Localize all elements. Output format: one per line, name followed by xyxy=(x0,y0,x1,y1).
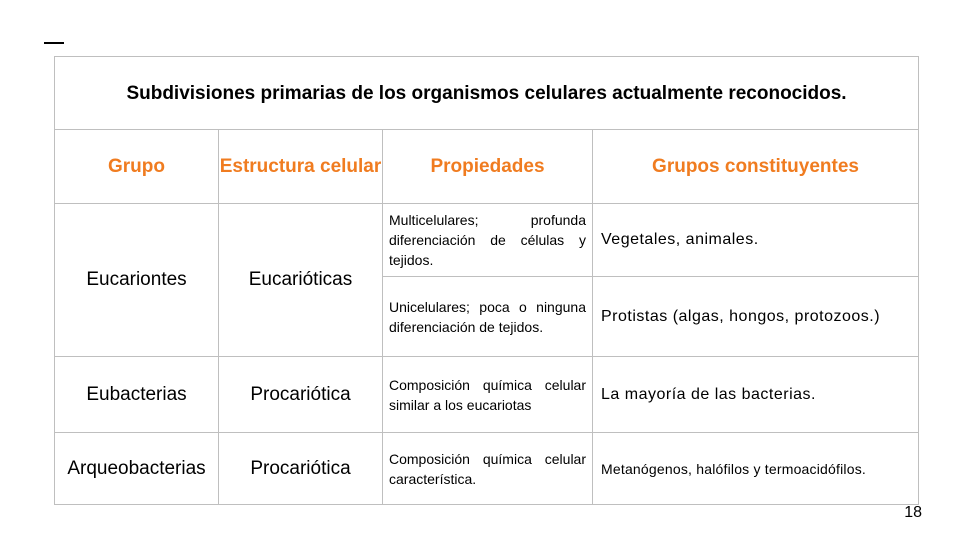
cell-grupos-protistas: Protistas (algas, hongos, protozoos.) xyxy=(593,277,919,357)
cell-estructura-eubacterias: Procariótica xyxy=(219,357,383,433)
header-grupo: Grupo xyxy=(55,130,219,204)
cell-grupo-eucariontes: Eucariontes xyxy=(55,204,219,357)
cell-grupos-vegetales: Vegetales, animales. xyxy=(593,204,919,277)
cell-grupo-eubacterias: Eubacterias xyxy=(55,357,219,433)
cell-grupo-arqueobacterias: Arqueobacterias xyxy=(55,433,219,505)
organism-table xyxy=(54,56,919,505)
cell-estructura-arqueobacterias: Procariótica xyxy=(219,433,383,505)
cell-propiedades-unicelulares: Unicelulares; poca o ninguna diferenciación de tejidos. xyxy=(383,277,593,357)
header-propiedades: Propiedades xyxy=(383,130,593,204)
header-grupos: Grupos constituyentes xyxy=(593,130,919,204)
cell-propiedades-eubacterias: Composición química celular similar a los eucariotas xyxy=(383,357,593,433)
cell-propiedades-arqueobacterias: Composición química celular característica. xyxy=(383,433,593,505)
title-dash xyxy=(44,42,64,44)
cell-grupos-eubacterias: La mayoría de las bacterias. xyxy=(593,357,919,433)
table-title: Subdivisiones primarias de los organismos celulares actualmente reconocidos. xyxy=(55,57,919,130)
cell-propiedades-multicelulares: Multicelulares; profunda diferenciación de células y tejidos. xyxy=(383,204,593,277)
header-estructura: Estructura celular xyxy=(219,130,383,204)
cell-grupos-arqueobacterias: Metanógenos, halófilos y termoacidófilos. xyxy=(593,433,919,505)
cell-estructura-eucariontes: Eucarióticas xyxy=(219,204,383,357)
page-number: 18 xyxy=(904,504,922,521)
